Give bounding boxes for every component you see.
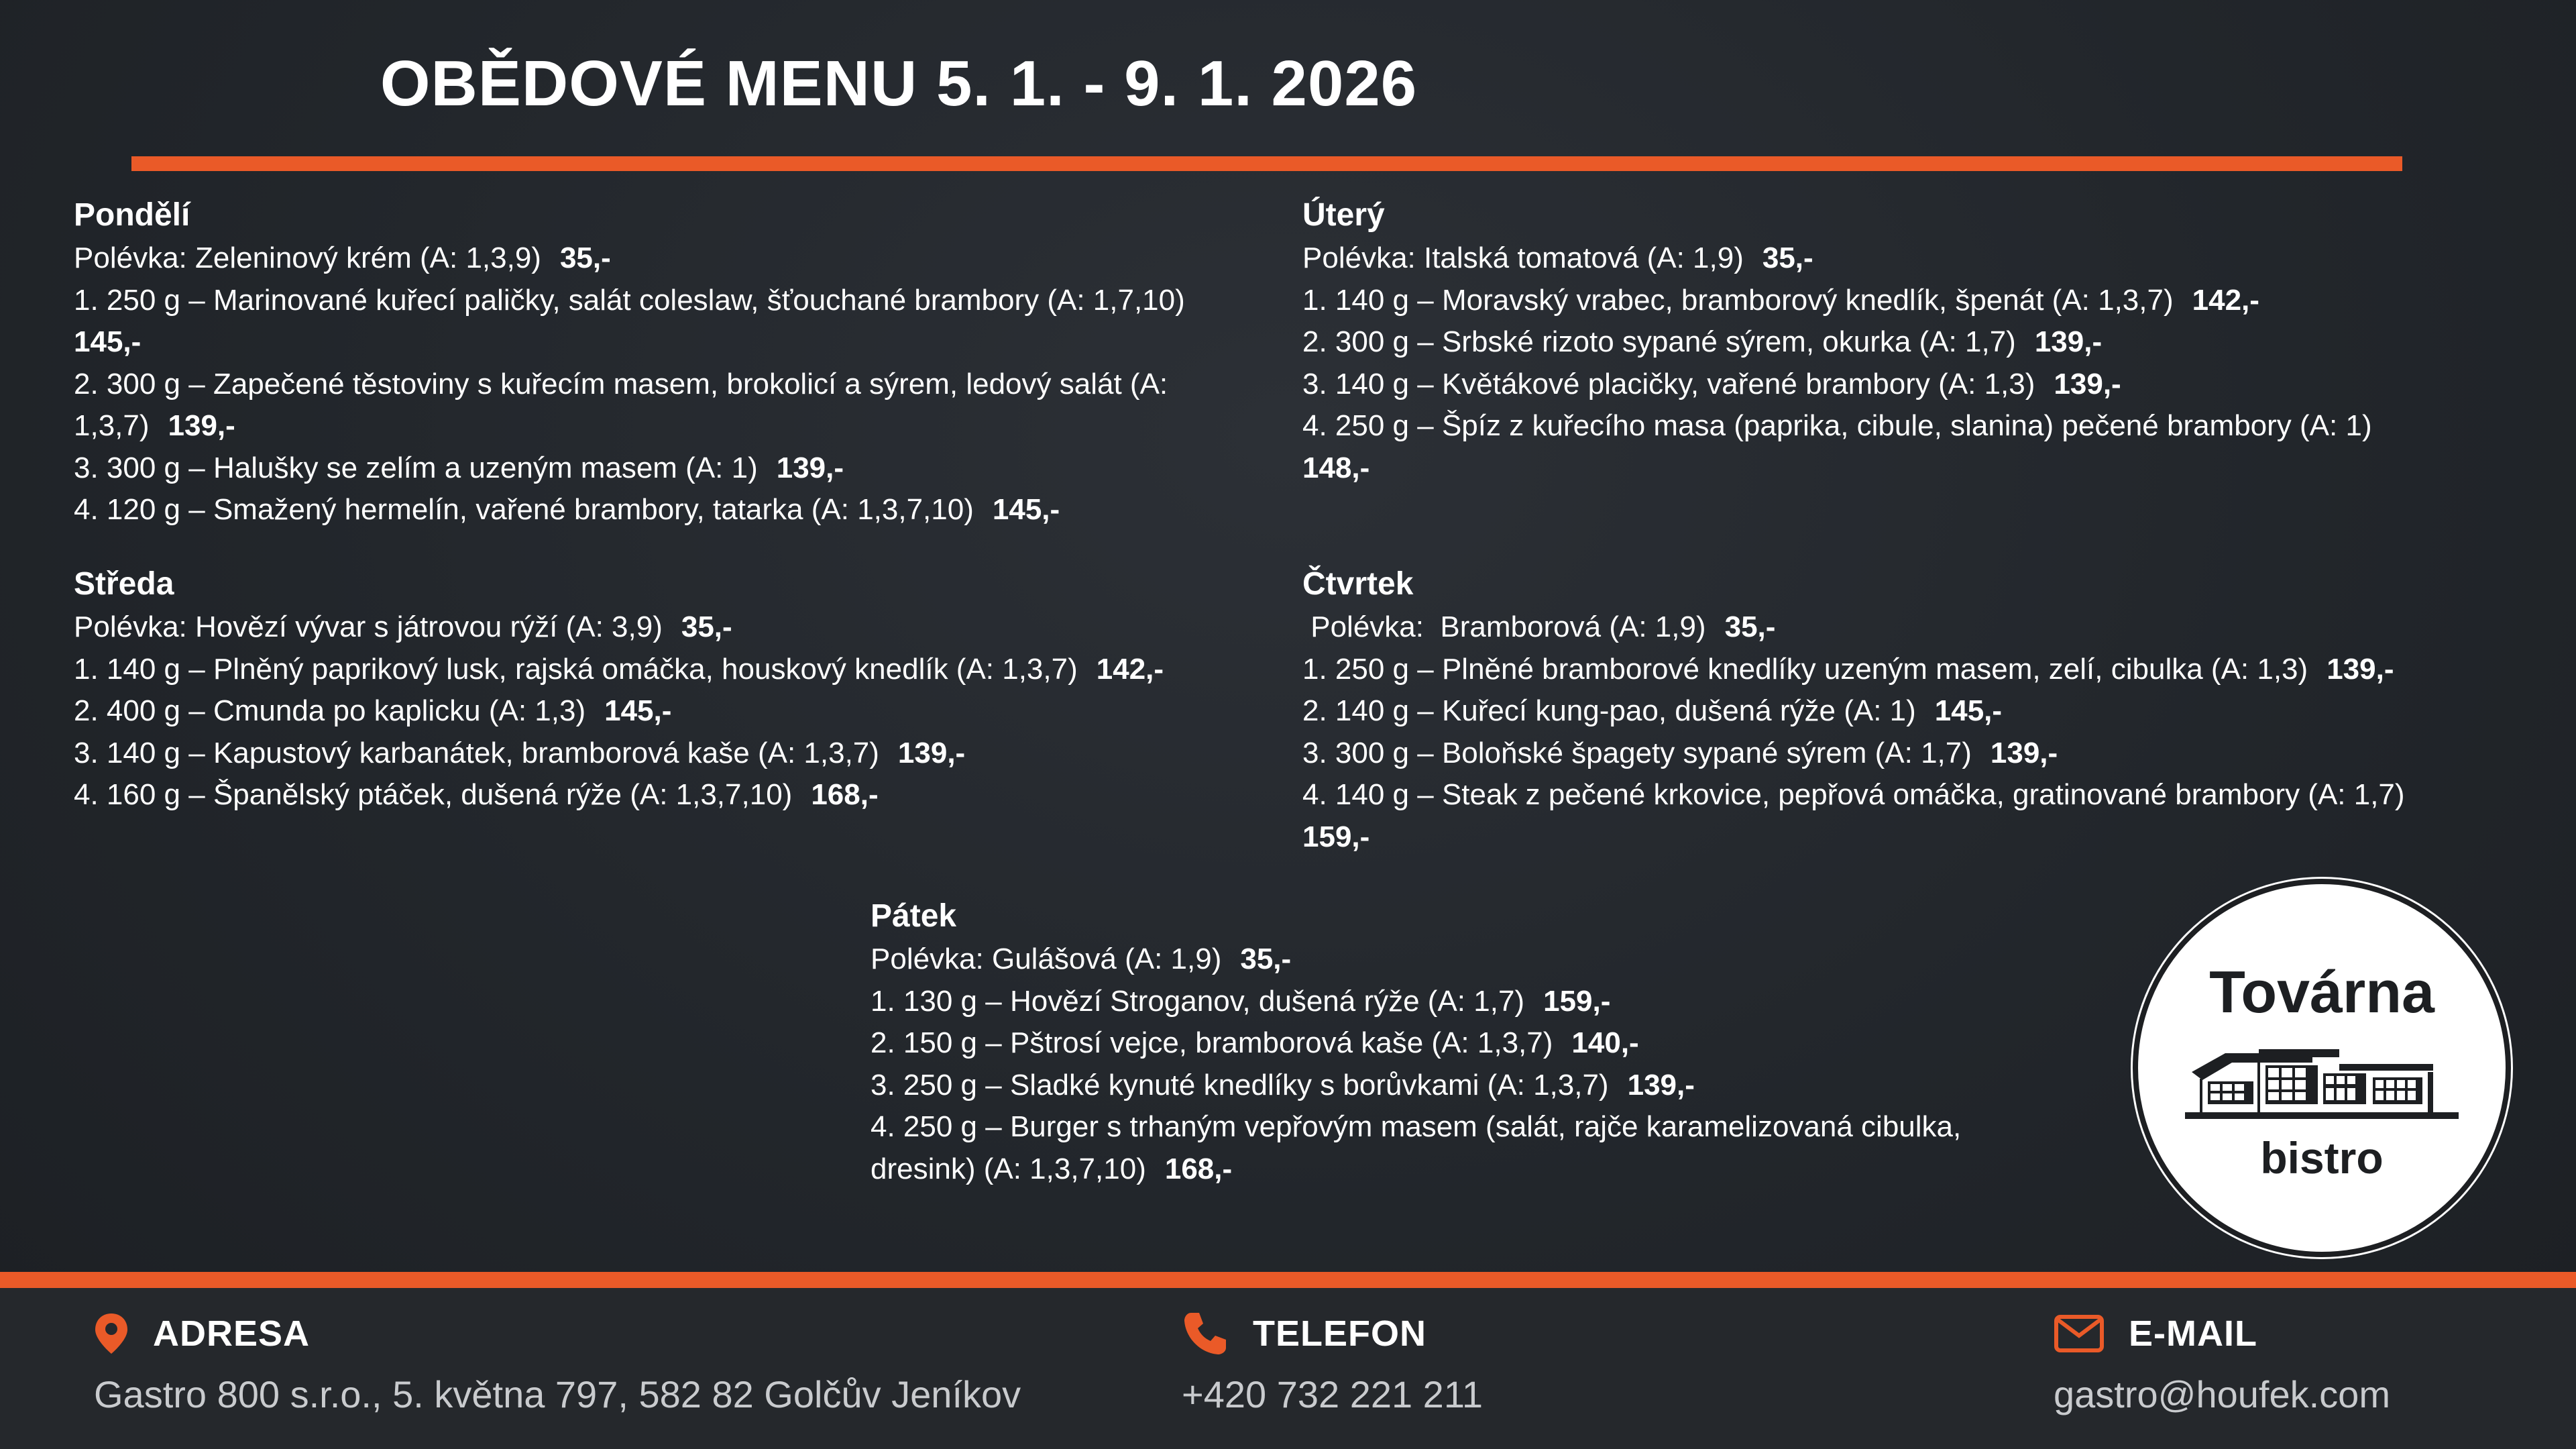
day-name: Pátek <box>871 898 957 934</box>
menu-item <box>871 1106 2051 1190</box>
contact-footer <box>0 1288 2576 1449</box>
soup-price: 35,- <box>1724 610 1776 643</box>
soup-price: 35,- <box>1762 241 1813 274</box>
menu-item-text: 3. 300 g – Halušky se zelím a uzeným masem (A: 1) <box>74 451 758 484</box>
soup-price: 35,- <box>559 241 611 274</box>
soup-price: 35,- <box>1240 943 1292 975</box>
menu-item-price: 139,- <box>168 409 235 442</box>
phone-value[interactable]: +420 732 221 211 <box>1182 1373 1483 1415</box>
footer-phone <box>1182 1307 1483 1416</box>
menu-item <box>74 489 1281 531</box>
menu-item <box>74 690 1281 733</box>
soup-line <box>1302 237 2510 280</box>
address-value: Gastro 800 s.r.o., 5. května 797, 582 82 Golčův Jeníkov <box>94 1373 1021 1415</box>
soup-text: Polévka: Gulášová (A: 1,9) <box>871 943 1222 975</box>
menu-item-price: 148,- <box>1302 451 1370 484</box>
menu-item <box>1302 280 2510 322</box>
menu-item <box>1302 405 2510 489</box>
menu-item-text: 2. 300 g – Zapečené těstoviny s kuřecím masem, brokolicí a sýrem, ledový salát (A: 1,3,7) <box>74 367 1168 442</box>
menu-item-text: 1. 250 g – Marinované kuřecí paličky, salát coleslaw, šťouchané brambory (A: 1,7,10) <box>74 283 1185 317</box>
menu-item-text: 3. 250 g – Sladké kynuté knedlíky s borůvkami (A: 1,3,7) <box>871 1068 1609 1102</box>
soup-price: 35,- <box>681 610 732 643</box>
phone-icon <box>1182 1310 1229 1357</box>
logo-bottom-text: bistro <box>2260 1133 2384 1183</box>
address-label: ADRESA <box>153 1313 311 1354</box>
menu-item-price: 140,- <box>1571 1026 1639 1059</box>
menu-item-text: 1. 250 g – Plněné bramborové knedlíky uzeným masem, zelí, cibulka (A: 1,3) <box>1302 652 2308 686</box>
menu-item-text: 3. 140 g – Květákové placičky, vařené brambory (A: 1,3) <box>1302 367 2035 400</box>
logo-top-text: Továrna <box>2209 959 2434 1025</box>
menu-item-price: 168,- <box>1164 1152 1233 1185</box>
day-thursday <box>1302 562 2510 858</box>
menu-item-text: 3. 300 g – Boloňské špagety sypané sýrem (A: 1,7) <box>1302 736 1972 769</box>
menu-item <box>871 1065 2051 1107</box>
menu-item-price: 142,- <box>2192 283 2259 317</box>
menu-item-price: 145,- <box>74 325 142 358</box>
menu-item-price: 139,- <box>2327 652 2394 686</box>
menu-item-text: 4. 140 g – Steak z pečené krkovice, pepřová omáčka, gratinované brambory (A: 1,7) <box>1302 778 2405 811</box>
menu-item-price: 145,- <box>604 694 672 727</box>
day-name: Pondělí <box>74 197 190 233</box>
menu-item-price: 139,- <box>897 736 966 769</box>
menu-item-price: 139,- <box>2034 325 2103 358</box>
factory-building-icon <box>2185 1033 2459 1132</box>
soup-text: Polévka: Italská tomatová (A: 1,9) <box>1302 241 1744 274</box>
menu-item-text: 2. 300 g – Srbské rizoto sypané sýrem, okurka (A: 1,7) <box>1302 325 2016 358</box>
email-label: E-MAIL <box>2129 1313 2257 1354</box>
menu-item-text: 1. 140 g – Moravský vrabec, bramborový knedlík, špenát (A: 1,3,7) <box>1302 283 2174 317</box>
menu-item <box>871 981 2051 1023</box>
day-friday <box>871 894 2051 1190</box>
menu-item-text: 1. 130 g – Hovězí Stroganov, dušená rýže (A: 1,7) <box>871 984 1525 1018</box>
soup-line <box>871 938 2051 981</box>
menu-item-price: 168,- <box>811 778 879 811</box>
soup-line <box>74 237 1281 280</box>
day-name: Čtvrtek <box>1302 566 1414 602</box>
menu-item <box>1302 364 2510 406</box>
menu-item <box>74 447 1281 490</box>
menu-item-text: 4. 250 g – Burger s trhaným vepřovým masem (salát, rajče karamelizovaná cibulka, dresink) (A: 1,3,7,10) <box>871 1110 1962 1185</box>
phone-label: TELEFON <box>1253 1313 1426 1354</box>
menu-item <box>74 774 1281 816</box>
menu-item <box>74 280 1281 364</box>
menu-item <box>1302 321 2510 364</box>
menu-item-text: 2. 150 g – Pštrosí vejce, bramborová kaše (A: 1,3,7) <box>871 1026 1553 1059</box>
menu-item-text: 1. 140 g – Plněný paprikový lusk, rajská omáčka, houskový knedlík (A: 1,3,7) <box>74 652 1078 686</box>
menu-item-price: 142,- <box>1096 652 1164 686</box>
menu-item <box>1302 649 2510 691</box>
menu-item-text: 2. 400 g – Cmunda po kaplicku (A: 1,3) <box>74 694 586 727</box>
menu-item <box>871 1022 2051 1065</box>
day-tuesday <box>1302 193 2510 489</box>
soup-line <box>74 606 1281 649</box>
menu-item <box>1302 774 2510 858</box>
email-value[interactable]: gastro@houfek.com <box>2054 1373 2390 1415</box>
menu-title: OBĚDOVÉ MENU 5. 1. - 9. 1. 2026 <box>380 48 1418 119</box>
day-name: Středa <box>74 566 174 602</box>
menu-item-price: 139,- <box>776 451 844 484</box>
day-monday <box>74 193 1281 531</box>
day-name: Úterý <box>1302 197 1385 233</box>
menu-item <box>74 733 1281 775</box>
soup-text: Polévka: Hovězí vývar s játrovou rýží (A: 3,9) <box>74 610 663 643</box>
menu-item-text: 4. 160 g – Španělský ptáček, dušená rýže (A: 1,3,7,10) <box>74 778 793 811</box>
menu-item-text: 3. 140 g – Kapustový karbanátek, bramborová kaše (A: 1,3,7) <box>74 736 879 769</box>
menu-item-price: 159,- <box>1543 984 1611 1018</box>
menu-item <box>74 364 1281 447</box>
envelope-icon <box>2054 1314 2105 1353</box>
menu-item-price: 159,- <box>1302 820 1370 853</box>
menu-item-price: 145,- <box>992 493 1060 526</box>
menu-item <box>1302 690 2510 733</box>
menu-item-price: 145,- <box>1934 694 2003 727</box>
footer-divider <box>0 1272 2576 1288</box>
day-wednesday <box>74 562 1281 816</box>
soup-line <box>1302 606 2510 649</box>
menu-item-text: 2. 140 g – Kuřecí kung-pao, dušená rýže (A: 1) <box>1302 694 1916 727</box>
footer-email <box>2054 1307 2390 1416</box>
menu-item-text: 4. 120 g – Smažený hermelín, vařené brambory, tatarka (A: 1,3,7,10) <box>74 493 974 526</box>
menu-item <box>1302 733 2510 775</box>
location-pin-icon <box>94 1312 129 1355</box>
menu-item-price: 139,- <box>2054 367 2121 400</box>
menu-item-text: 4. 250 g – Špíz z kuřecího masa (paprika, cibule, slanina) pečené brambory (A: 1) <box>1302 409 2372 442</box>
title-divider <box>131 156 2402 171</box>
soup-text: Polévka: Bramborová (A: 1,9) <box>1302 610 1706 643</box>
footer-address <box>94 1307 1021 1416</box>
tovarna-bistro-logo <box>2133 879 2511 1257</box>
menu-item-price: 139,- <box>1990 736 2058 769</box>
soup-text: Polévka: Zeleninový krém (A: 1,3,9) <box>74 241 541 274</box>
menu-item-price: 139,- <box>1627 1068 1695 1102</box>
menu-item <box>74 649 1281 691</box>
